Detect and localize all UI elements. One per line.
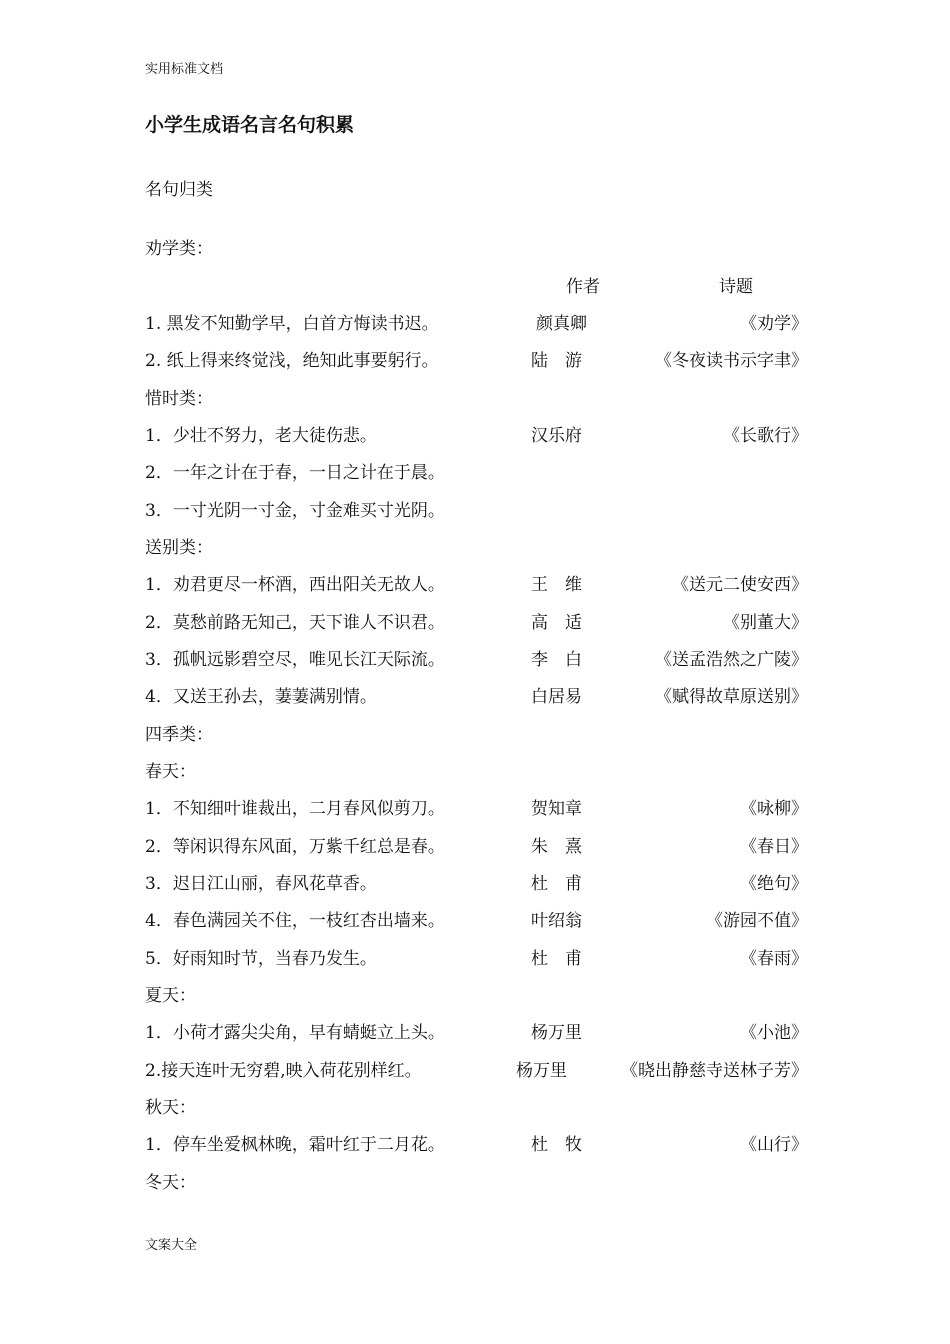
quote-text: 3．一寸光阴一寸金，寸金难买寸光阴。	[145, 501, 445, 521]
quote-author: 杜 牧	[531, 1135, 582, 1155]
quote-text: 2．等闲识得东风面，万紫千红总是春。	[145, 837, 445, 857]
quote-poem: 《游园不值》	[706, 911, 808, 931]
quote-text: 4．又送王孙去，萋萋满别情。	[145, 687, 377, 707]
column-header-poem: 诗题	[719, 277, 753, 297]
quote-author: 高 适	[531, 613, 582, 633]
quote-poem: 《小池》	[740, 1023, 808, 1043]
quote-author: 杨万里	[516, 1061, 567, 1081]
quote-poem: 《山行》	[740, 1135, 808, 1155]
quote-poem: 《咏柳》	[740, 799, 808, 819]
quote-text: 1. 黑发不知勤学早，白首方悔读书迟。	[145, 314, 439, 334]
quote-poem: 《送元二使安西》	[672, 575, 808, 595]
quote-poem: 《春日》	[740, 837, 808, 857]
quote-poem: 《长歌行》	[723, 426, 808, 446]
season-heading-spring: 春天：	[145, 762, 196, 782]
quote-text: 3．迟日江山丽，春风花草香。	[145, 874, 377, 894]
quote-poem: 《别董大》	[723, 613, 808, 633]
quote-author: 王 维	[531, 575, 582, 595]
quote-text: 2.接天连叶无穷碧,映入荷花别样红。	[145, 1061, 422, 1081]
quote-author: 陆 游	[531, 351, 582, 371]
quote-author: 贺知章	[531, 799, 582, 819]
quote-author: 李 白	[531, 650, 582, 670]
quote-author: 杜 甫	[531, 874, 582, 894]
quote-text: 1．劝君更尽一杯酒，西出阳关无故人。	[145, 575, 445, 595]
category-heading-xishi: 惜时类：	[145, 389, 213, 409]
quote-author: 杨万里	[531, 1023, 582, 1043]
quote-poem: 《晓出静慈寺送林子芳》	[621, 1061, 808, 1081]
quote-poem: 《春雨》	[740, 949, 808, 969]
column-header-author: 作者	[566, 277, 600, 297]
quote-poem: 《绝句》	[740, 874, 808, 894]
document-title: 小学生成语名言名句积累	[145, 114, 355, 136]
quote-text: 1．小荷才露尖尖角，早有蜻蜓立上头。	[145, 1023, 445, 1043]
quote-text: 1．停车坐爱枫林晚，霜叶红于二月花。	[145, 1135, 445, 1155]
quote-poem: 《赋得故草原送别》	[655, 687, 808, 707]
quote-text: 4．春色满园关不住，一枝红杏出墙来。	[145, 911, 445, 931]
quote-text: 1．不知细叶谁裁出，二月春风似剪刀。	[145, 799, 445, 819]
season-heading-summer: 夏天：	[145, 986, 196, 1006]
quote-poem: 《冬夜读书示字聿》	[655, 351, 808, 371]
quote-poem: 《劝学》	[740, 314, 808, 334]
quote-poem: 《送孟浩然之广陵》	[655, 650, 808, 670]
quote-text: 1．少壮不努力，老大徒伤悲。	[145, 426, 377, 446]
quote-text: 3．孤帆远影碧空尽，唯见长江天际流。	[145, 650, 445, 670]
season-heading-winter: 冬天：	[145, 1173, 196, 1193]
quote-text: 5．好雨知时节，当春乃发生。	[145, 949, 377, 969]
quote-author: 汉乐府	[531, 426, 582, 446]
quote-author: 叶绍翁	[531, 911, 582, 931]
page-header: 实用标准文档	[145, 62, 224, 77]
quote-author: 朱 熹	[531, 837, 582, 857]
season-heading-autumn: 秋天：	[145, 1098, 196, 1118]
quote-text: 2. 纸上得来终觉浅，绝知此事要躬行。	[145, 351, 439, 371]
category-heading-songbie: 送别类：	[145, 538, 213, 558]
quote-text: 2．一年之计在于春，一日之计在于晨。	[145, 463, 445, 483]
quote-text: 2．莫愁前路无知己，天下谁人不识君。	[145, 613, 445, 633]
category-heading-siji: 四季类：	[145, 725, 213, 745]
quote-author: 颜真卿	[536, 314, 587, 334]
quote-author: 杜 甫	[531, 949, 582, 969]
category-heading-quanxue: 劝学类：	[145, 239, 213, 259]
quote-author: 白居易	[531, 687, 582, 707]
section-subtitle: 名句归类	[145, 180, 213, 200]
page-footer: 文案大全	[145, 1238, 198, 1253]
